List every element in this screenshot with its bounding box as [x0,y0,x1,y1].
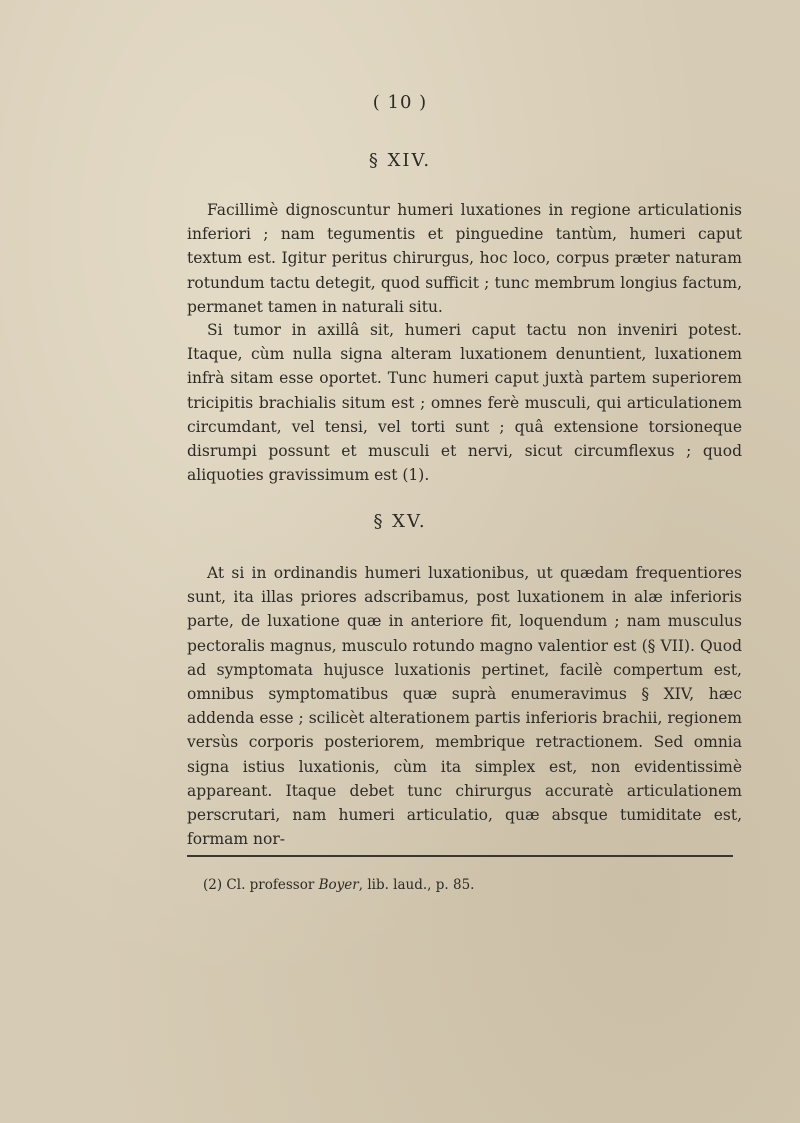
page-number: ( 10 ) [372,92,428,113]
section-heading-xiv: § XIV. [368,150,432,171]
footnote-divider [187,855,733,857]
footnote-marker: (2) [203,877,223,893]
footnote-text-before: Cl. professor [226,877,315,893]
section-heading-xv: § XV. [373,511,427,532]
footnote-text-after: , lib. laud., p. 85. [358,877,475,893]
paragraph: At si in ordinandis humeri luxationibus, ut quædam frequentiores sunt, ita illas priores adscribamus, post luxationem in alæ inferioris parte, de luxatione quæ in anteriore fit, loquendum ; nam musculus pectoralis magnus, musculo rotundo magno valentior est (§ VII). Quod ad symptomata hujusce luxationis pertinet, facilè compertum est, omnibus symptomatibus quæ suprà enumeravimus § XIV, hæc addenda esse ; scilicèt alterationem partis inferioris brachii, regionem versùs corporis posteriorem, membrique retractionem. Sed omnia signa istius luxationis, cùm ita simplex est, non evidentissimè appareant. Itaque debet tunc chirurgus accuratè articulationem perscrutari, nam humeri articulatio, quæ absque tumiditate est, formam nor- [187,564,742,849]
paragraph: Facillimè dignoscuntur humeri luxationes in regione articulationis inferiori ; nam tegumentis et pinguedine tantùm, humeri caput textum est. Igitur peritus chirurgus, hoc loco, corpus præter naturam rotundum tactu detegit, quod sufficit ; tunc membrum longius factum, permanet tamen in naturali situ. [187,201,742,316]
paragraph: Si tumor in axillâ sit, humeri caput tactu non inveniri potest. Itaque, cùm nulla signa alteram luxationem denuntient, luxationem infrà sitam esse oportet. Tunc humeri caput juxtà partem superiorem tricipitis brachialis situm est ; omnes ferè musculi, qui articulationem circumdant, vel tensi, vel torti sunt ; quâ extensione torsioneque disrumpi possunt et musculi et nervi, sicut circumflexus ; quod aliquoties gravissimum est (1). [187,321,742,485]
footnote [203,876,723,894]
footnote-author: Boyer [318,877,359,893]
